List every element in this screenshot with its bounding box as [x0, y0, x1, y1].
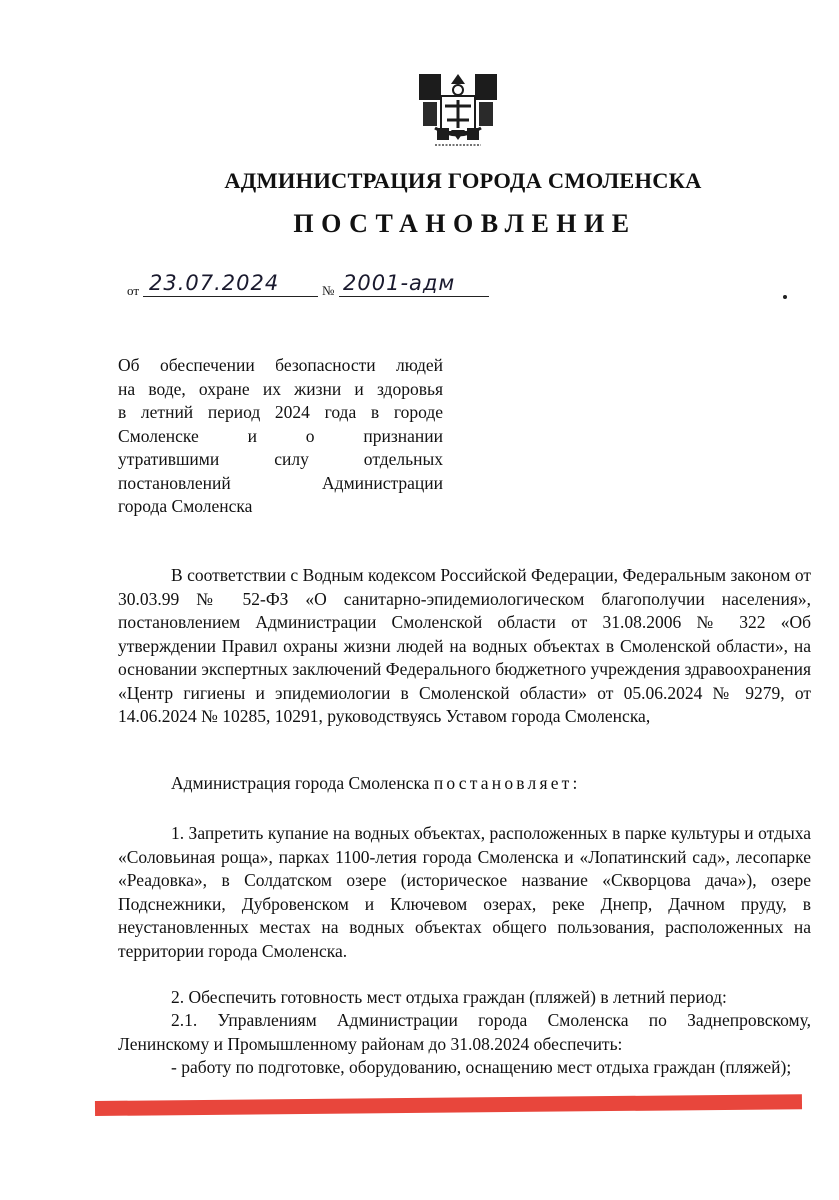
document-number: 2001-адм [343, 271, 456, 295]
decree-verb: постановляет: [433, 773, 581, 793]
organization-title: АДМИНИСТРАЦИЯ ГОРОДА СМОЛЕНСКА [224, 168, 702, 193]
coat-of-arms-icon [415, 70, 501, 148]
decree-subject: Администрация города Смоленска [171, 773, 430, 793]
number-prefix: № [322, 283, 335, 298]
decree-paragraph [118, 772, 811, 796]
document-meta [127, 271, 527, 301]
subject-line: города Смоленска [118, 496, 253, 516]
subject-line: на воде, охране их жизни и здоровья [118, 378, 443, 399]
document-subject [118, 354, 443, 519]
item-2-paragraph: 2. Обеспечить готовность мест отдыха граждан (пляжей) в летний период: [171, 987, 727, 1007]
document-type-title: ПОСТАНОВЛЕНИЕ [293, 209, 637, 238]
number-underline [339, 296, 489, 297]
subject-line: Об обеспечении безопасности людей [118, 355, 443, 375]
subject-line: утратившими силу отдельных [118, 449, 443, 469]
preamble-paragraph: В соответствии с Водным кодексом Российской Федерации, Федеральным законом от 30.03.99 № 52-ФЗ «О санитарно-эпидемиологическом благополучии населения», постановлением Администрации Смоленской области от 31.08.2006 № 322 «Об утверждении Правил охраны жизни людей на водных объектах в Смоленской области», на основании экспертных заключений Федерального бюджетного учреждения здравоохранения «Центр гигиены и эпидемиологии в Смоленской области» от 05.06.2024 № 9279, от 14.06.2024 № 10285, 10291, руководствуясь Уставом города Смоленска, [118, 565, 811, 726]
scan-artifact-dot [783, 295, 787, 299]
subject-line: Смоленске и о признании [118, 425, 443, 446]
item-2-1-dash-paragraph: - работу по подготовке, оборудованию, оснащению мест отдыха граждан (пляжей); [171, 1057, 792, 1077]
document-date: 23.07.2024 [149, 271, 280, 295]
date-prefix: от [127, 283, 140, 298]
subject-line: постановлений Администрации [118, 472, 443, 493]
subject-line: в летний период 2024 года в городе [118, 402, 443, 422]
item-1-paragraph: 1. Запретить купание на водных объектах, расположенных в парке культуры и отдыха «Соловьиная роща», парках 1100-летия города Смоленска и «Лопатинский сад», лесопарке «Реадовка», в Солдатском озере (историческое название «Скворцова дача»), озере Подснежники, Дубровенском и Ключевом озерах, реке Днепр, Дачном пруду, в неустановленных местах на водных объектах общего пользования, расположенных на территории города Смоленска. [118, 823, 811, 961]
item-2-1-paragraph: 2.1. Управлениям Администрации города Смоленска по Заднепровскому, Ленинскому и Промышленному районам до 31.08.2024 обеспечить: [118, 1010, 811, 1054]
redaction-bar [95, 1094, 802, 1116]
date-underline [143, 296, 318, 297]
